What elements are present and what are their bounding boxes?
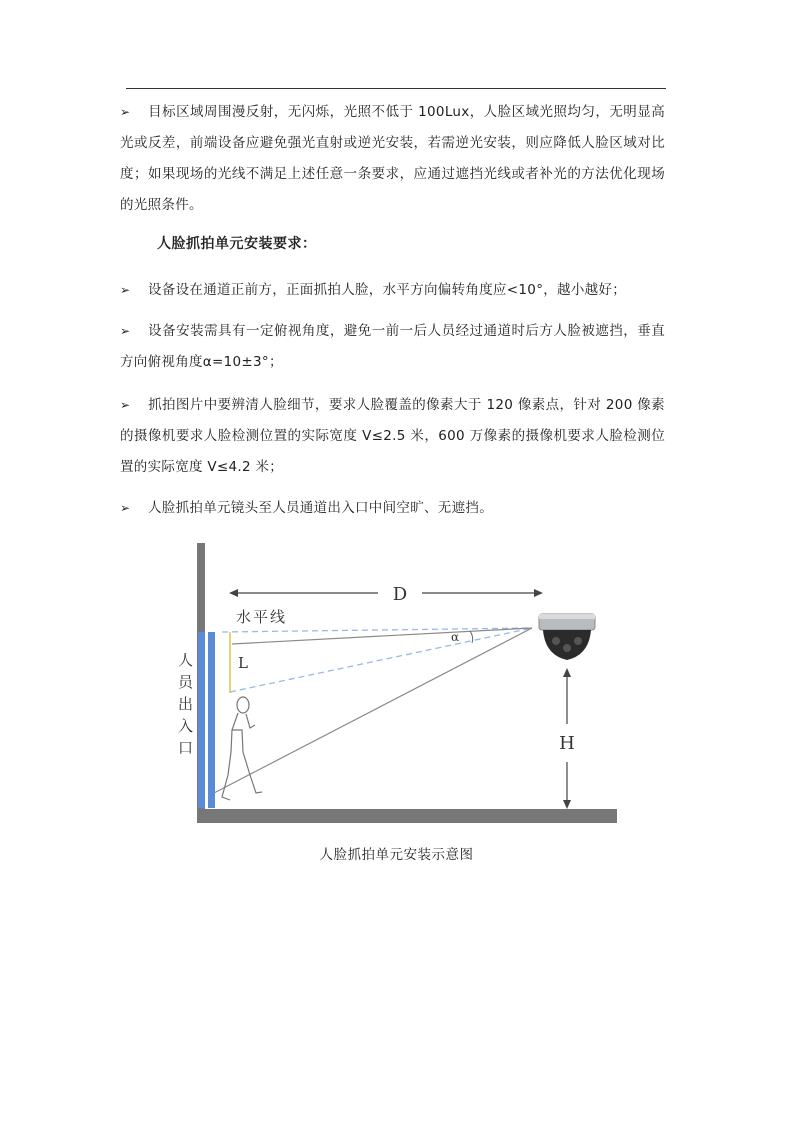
requirement-text: 抓拍图片中要辨清人脸细节，要求人脸覆盖的像素大于 120 像素点，针对 200 像素的摄像机要求人脸检测位置的实际宽度 V≤2.5 米，600 万像素的摄像机要求人脸检测位置的实际宽度 V≤4.2 米；: [120, 397, 665, 475]
label-alpha: α: [451, 630, 460, 644]
dome-camera-icon: [539, 614, 595, 660]
walking-person-icon: [222, 697, 262, 800]
label-d: D: [392, 584, 408, 605]
arrowhead-down-icon: [563, 800, 571, 809]
label-horizontal-line: 水平线: [236, 608, 288, 626]
bullet-arrow: ➢: [120, 105, 131, 119]
requirement-text: 设备安装需具有一定俯视角度，避免一前一后人员经过通道时后方人脸被遮挡，垂直方向俯视角度α=10±3°；: [120, 323, 665, 370]
arrowhead-up-icon: [563, 668, 571, 677]
entrance-label-char: 入: [178, 717, 194, 735]
figure-caption: 人脸抓拍单元安装示意图: [319, 847, 474, 863]
bullet-arrow: ➢: [120, 324, 131, 338]
entrance-door-right: [208, 632, 215, 808]
bullet-arrow: ➢: [120, 283, 131, 297]
section-heading: 人脸抓拍单元安装要求：: [157, 236, 317, 252]
entrance-label-char: 员: [178, 673, 194, 691]
arrowhead-left-icon: [229, 589, 238, 597]
floor: [197, 809, 617, 823]
lower-dashed-line: [230, 628, 532, 692]
entrance-label-char: 出: [178, 695, 194, 713]
entrance-label-char: 口: [178, 739, 194, 757]
bullet-arrow: ➢: [120, 501, 131, 515]
bullet-arrow: ➢: [120, 398, 131, 412]
arrowhead-right-icon: [534, 589, 543, 597]
sight-line-bottom: [214, 628, 532, 793]
lighting-text: 目标区域周围漫反射，无闪烁，光照不低于 100Lux，人脸区域光照均匀，无明显高光或反差，前端设备应避免强光直射或逆光安装，若需逆光安装，则应降低人脸区域对比度；如果现场的光线不满足上述任意一条要求，应通过遮挡光线或者补光的方法优化现场的光照条件。: [120, 104, 665, 213]
entrance-label-char: 人: [178, 651, 194, 669]
requirement-text: 设备设在通道正前方，正面抓拍人脸，水平方向偏转角度应<10°，越小越好；: [148, 282, 627, 298]
label-l: L: [238, 654, 248, 672]
requirement-text: 人脸抓拍单元镜头至人员通道出入口中间空旷、无遮挡。: [148, 500, 493, 516]
label-h: H: [559, 733, 575, 754]
entrance-door-left: [198, 632, 205, 808]
